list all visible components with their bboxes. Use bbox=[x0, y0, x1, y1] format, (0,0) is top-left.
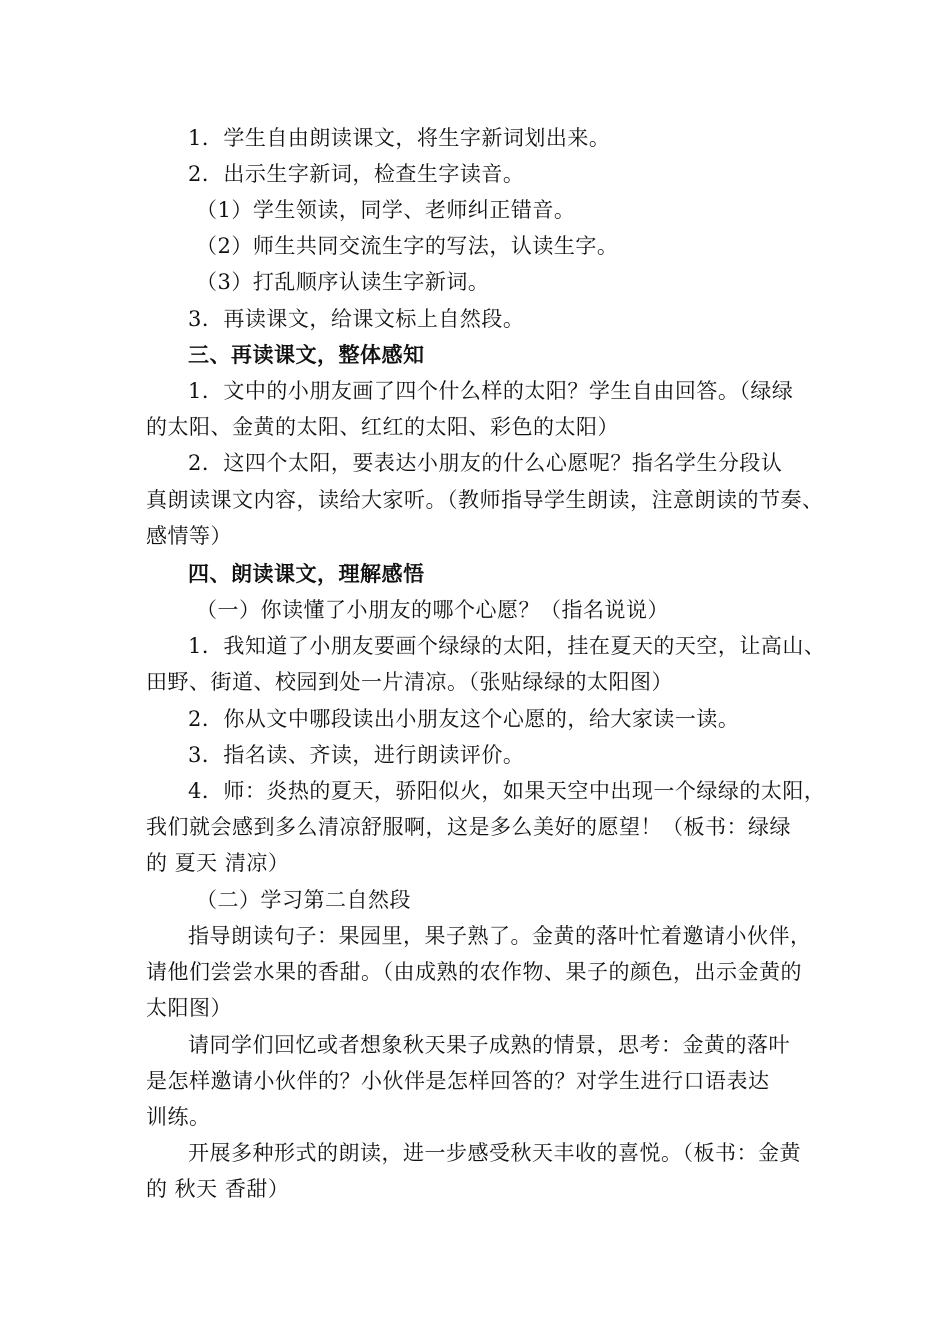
subsection-heading: （二）学习第二自然段 bbox=[196, 888, 411, 912]
paragraph-line: 是怎样邀请小伙伴的？小伙伴是怎样回答的？对学生进行口语表达 bbox=[146, 1069, 770, 1093]
list-item: （3）打乱顺序认读生字新词。 bbox=[196, 270, 490, 294]
paragraph-line: 1．文中的小朋友画了四个什么样的太阳？学生自由回答。（绿绿 bbox=[188, 379, 794, 403]
paragraph-line: 的太阳、金黄的太阳、红红的太阳、彩色的太阳） bbox=[146, 415, 619, 439]
paragraph-line: 训练。 bbox=[146, 1105, 211, 1129]
paragraph-line: 太阳图） bbox=[146, 996, 232, 1020]
list-item: 1．学生自由朗读课文，将生字新词划出来。 bbox=[188, 126, 611, 150]
list-item: （2）师生共同交流生字的写法，认读生字。 bbox=[196, 234, 619, 258]
paragraph-line: 我们就会感到多么清凉舒服啊，这是多么美好的愿望！（板书：绿绿 bbox=[146, 815, 791, 839]
paragraph-line: 指导朗读句子：果园里，果子熟了。金黄的落叶忙着邀请小伙伴， bbox=[188, 924, 812, 948]
list-item: 2．出示生字新词，检查生字读音。 bbox=[188, 162, 525, 186]
paragraph-line: 的 夏天 清凉） bbox=[146, 851, 290, 875]
paragraph-line: 真朗读课文内容，读给大家听。（教师指导学生朗读，注意朗读的节奏、 bbox=[146, 488, 824, 512]
paragraph-line: 3．指名读、齐读，进行朗读评价。 bbox=[188, 743, 525, 767]
paragraph-line: 感情等） bbox=[146, 524, 232, 548]
paragraph-line: 请同学们回忆或者想象秋天果子成熟的情景，思考：金黄的落叶 bbox=[188, 1033, 790, 1057]
section-heading: 三、再读课文，整体感知 bbox=[188, 342, 425, 367]
paragraph-line: 1．我知道了小朋友要画个绿绿的太阳，挂在夏天的天空，让高山、 bbox=[188, 634, 826, 658]
paragraph-line: 4．师：炎热的夏天，骄阳似火，如果天空中出现一个绿绿的太阳， bbox=[188, 779, 826, 803]
section-heading: 四、朗读课文，理解感悟 bbox=[188, 561, 425, 586]
paragraph-line: 开展多种形式的朗读，进一步感受秋天丰收的喜悦。（板书：金黄 bbox=[188, 1141, 801, 1165]
subsection-heading: （一）你读懂了小朋友的哪个心愿？（指名说说） bbox=[196, 598, 669, 622]
paragraph-line: 2．你从文中哪段读出小朋友这个心愿的，给大家读一读。 bbox=[188, 707, 740, 731]
paragraph-line: 的 秋天 香甜） bbox=[146, 1177, 290, 1201]
paragraph-line: 田野、街道、校园到处一片清凉。（张贴绿绿的太阳图） bbox=[146, 670, 673, 694]
list-item: （1）学生领读，同学、老师纠正错音。 bbox=[196, 198, 576, 222]
paragraph-line: 2．这四个太阳，要表达小朋友的什么心愿呢？指名学生分段认 bbox=[188, 451, 783, 475]
paragraph-line: 请他们尝尝水果的香甜。（由成熟的农作物、果子的颜色，出示金黄的 bbox=[146, 960, 802, 984]
list-item: 3．再读课文，给课文标上自然段。 bbox=[188, 307, 525, 331]
